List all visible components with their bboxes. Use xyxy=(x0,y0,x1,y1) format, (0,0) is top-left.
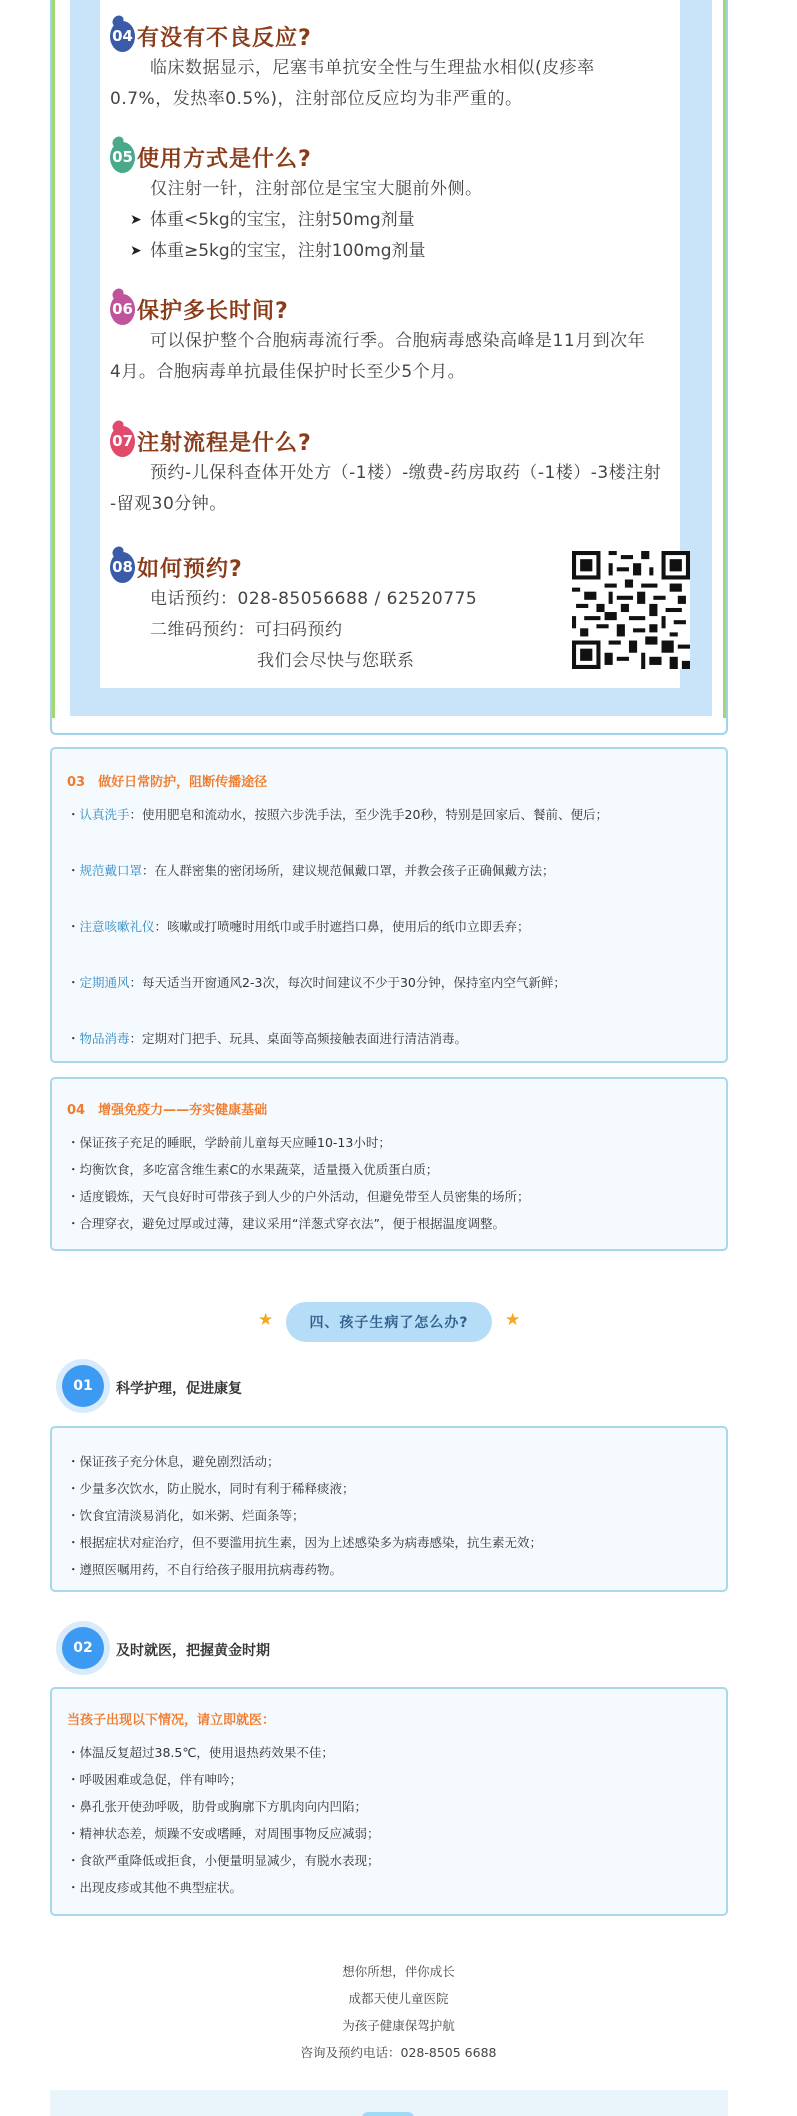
list-item: ・合理穿衣，避免过厚或过薄，建议采用“洋葱式穿衣法”，便于根据温度调整。 xyxy=(67,1216,505,1231)
list-item: ・饮食宜清淡易消化，如米粥、烂面条等； xyxy=(67,1508,305,1523)
list-item: ・适度锻炼，天气良好时可带孩子到人少的户外活动，但避免带至人员密集的场所； xyxy=(67,1189,530,1204)
list-item: ・出现皮疹或其他不典型症状。 xyxy=(67,1880,243,1895)
item-key: 认真洗手 xyxy=(79,807,130,822)
item-text: 精神状态差，烦躁不安或嗜睡，对周围事物反应减弱； xyxy=(79,1826,380,1841)
item-text: 食欲严重降低或拒食，小便量明显减少，有脱水表现； xyxy=(79,1853,380,1868)
faq-question: 使用方式是什么? xyxy=(137,146,312,172)
footer-decoration xyxy=(362,2112,414,2116)
faq-item-05 xyxy=(110,140,670,267)
prevention-box xyxy=(50,747,728,1063)
list-item: ・遵照医嘱用药，不自行给孩子服用抗病毒药物。 xyxy=(67,1562,343,1577)
faq-question: 有没有不良反应? xyxy=(137,25,312,51)
item-text: 体温反复超过38.5℃，使用退热药效果不佳； xyxy=(79,1745,334,1760)
item-text: 遵照医嘱用药，不自行给孩子服用抗病毒药物。 xyxy=(79,1562,343,1577)
list-item: ・根据症状对症治疗，但不要滥用抗生素，因为上述感染多为病毒感染，抗生素无效； xyxy=(67,1535,543,1550)
faq-bullet: ➤ 体重≥5kg的宝宝，注射100mg剂量 xyxy=(128,236,670,267)
box-heading: 04 增强免疫力——夯实健康基础 xyxy=(67,1103,268,1118)
immunity-box xyxy=(50,1077,728,1251)
item-text: ：在人群密集的密闭场所，建议规范佩戴口罩，并教会孩子正确佩戴方法； xyxy=(142,863,555,878)
subsection-title: 科学护理，促进康复 xyxy=(116,1381,242,1397)
star-icon: ★ xyxy=(505,1310,521,1330)
item-key: 规范戴口罩 xyxy=(79,863,143,878)
item-key: 物品消毒 xyxy=(79,1031,130,1046)
faq-number-badge: 08 xyxy=(110,552,135,583)
list-item: ・物品消毒：定期对门把手、玩具、桌面等高频接触表面进行清洁消毒。 xyxy=(67,1031,468,1046)
list-item: ・认真洗手：使用肥皂和流动水，按照六步洗手法，至少洗手20秒，特别是回家后、餐前、便后； xyxy=(67,807,608,822)
item-text: 保证孩子充分休息，避免剧烈活动； xyxy=(79,1454,280,1469)
section-title: 四、孩子生病了怎么办? xyxy=(286,1302,492,1342)
list-item: ・规范戴口罩：在人群密集的密闭场所，建议规范佩戴口罩，并教会孩子正确佩戴方法； xyxy=(67,863,555,878)
item-text: ：每天适当开窗通风2-3次，每次时间建议不少于30分钟，保持室内空气新鲜； xyxy=(129,975,566,990)
list-item: ・定期通风：每天适当开窗通风2-3次，每次时间建议不少于30分钟，保持室内空气新鲜； xyxy=(67,975,566,990)
qr-code[interactable] xyxy=(572,551,690,669)
item-text: 根据症状对症治疗，但不要滥用抗生素，因为上述感染多为病毒感染，抗生素无效； xyxy=(79,1535,543,1550)
qr-booking: 二维码预约：可扫码预约 xyxy=(150,620,343,640)
footer-phone: 咨询及预约电话：028-8505 6688 xyxy=(300,2045,497,2060)
item-text: 适度锻炼，天气良好时可带孩子到人少的户外活动，但避免带至人员密集的场所； xyxy=(79,1189,530,1204)
footer-hospital-name: 成都天使儿童医院 xyxy=(348,1991,449,2006)
item-text: 饮食宜清淡易消化，如米粥、烂面条等； xyxy=(79,1508,305,1523)
faq-panel xyxy=(50,0,728,735)
list-item: ・注意咳嗽礼仪：咳嗽或打喷嚏时用纸巾或手肘遮挡口鼻，使用后的纸巾立即丢弃； xyxy=(67,919,530,934)
faq-border-left xyxy=(52,0,55,718)
item-key: 注意咳嗽礼仪 xyxy=(79,919,155,934)
star-icon: ★ xyxy=(258,1310,274,1330)
list-item: ・少量多次饮水，防止脱水，同时有利于稀释痰液； xyxy=(67,1481,355,1496)
list-item: ・保证孩子充足的睡眠，学龄前儿童每天应睡10-13小时； xyxy=(67,1135,391,1150)
faq-item-04 xyxy=(110,19,670,115)
list-item: ・鼻孔张开使劲呼吸，肋骨或胸廓下方肌肉向内凹陷； xyxy=(67,1799,368,1814)
faq-bullet: ➤ 体重<5kg的宝宝，注射50mg剂量 xyxy=(128,205,670,236)
faq-answer: 临床数据显示，尼塞韦单抗安全性与生理盐水相似(皮疹率 xyxy=(150,58,595,78)
item-text: 均衡饮食，多吃富含维生素C的水果蔬菜，适量摄入优质蛋白质； xyxy=(79,1162,439,1177)
list-item: ・精神状态差，烦躁不安或嗜睡，对周围事物反应减弱； xyxy=(67,1826,380,1841)
faq-number-badge: 07 xyxy=(110,426,135,457)
faq-answer: 4月。合胞病毒单抗最佳保护时长至少5个月。 xyxy=(110,362,466,382)
subsection-number: 02 xyxy=(62,1627,104,1669)
item-key: 定期通风 xyxy=(79,975,130,990)
subsection-number: 01 xyxy=(62,1365,104,1407)
faq-question: 如何预约? xyxy=(137,556,243,582)
list-item: ・保证孩子充分休息，避免剧烈活动； xyxy=(67,1454,280,1469)
item-text: 鼻孔张开使劲呼吸，肋骨或胸廓下方肌肉向内凹陷； xyxy=(79,1799,368,1814)
faq-answer: 预约-儿保科查体开处方（-1楼）-缴费-药房取药（-1楼）-3楼注射 xyxy=(150,463,662,483)
item-text: 合理穿衣，避免过厚或过薄，建议采用“洋葱式穿衣法”，便于根据温度调整。 xyxy=(79,1216,505,1231)
subsection-title: 及时就医，把握黄金时期 xyxy=(116,1643,270,1659)
item-text: 保证孩子充足的睡眠，学龄前儿童每天应睡10-13小时； xyxy=(79,1135,391,1150)
contact-note: 我们会尽快与您联系 xyxy=(257,651,415,671)
faq-answer: 可以保护整个合胞病毒流行季。合胞病毒感染高峰是11月到次年 xyxy=(150,331,646,351)
item-text: ：咳嗽或打喷嚏时用纸巾或手肘遮挡口鼻，使用后的纸巾立即丢弃； xyxy=(154,919,530,934)
box-heading: 当孩子出现以下情况，请立即就医： xyxy=(67,1713,276,1728)
list-item: ・均衡饮食，多吃富含维生素C的水果蔬菜，适量摄入优质蛋白质； xyxy=(67,1162,439,1177)
footer-tagline: 为孩子健康保驾护航 xyxy=(342,2018,455,2033)
item-text: 出现皮疹或其他不典型症状。 xyxy=(79,1880,243,1895)
faq-item-07 xyxy=(110,424,670,520)
item-text: 少量多次饮水，防止脱水，同时有利于稀释痰液； xyxy=(79,1481,355,1496)
faq-number-badge: 04 xyxy=(110,21,135,52)
item-text: ：使用肥皂和流动水，按照六步洗手法，至少洗手20秒，特别是回家后、餐前、便后； xyxy=(129,807,608,822)
faq-answer: 仅注射一针，注射部位是宝宝大腿前外侧。 xyxy=(150,179,483,199)
list-item: ・呼吸困难或急促，伴有呻吟； xyxy=(67,1772,243,1787)
care-box xyxy=(50,1426,728,1592)
faq-border-right xyxy=(723,0,726,718)
faq-question: 注射流程是什么? xyxy=(137,430,312,456)
faq-answer: 0.7%，发热率0.5%)，注射部位反应均为非严重的。 xyxy=(110,89,523,109)
footer-slogan: 想你所想，伴你成长 xyxy=(342,1964,455,1979)
faq-item-06 xyxy=(110,292,670,388)
faq-answer: -留观30分钟。 xyxy=(110,494,227,514)
list-item: ・体温反复超过38.5℃，使用退热药效果不佳； xyxy=(67,1745,334,1760)
phone-booking: 电话预约：028-85056688 / 62520775 xyxy=(150,589,478,609)
box-heading: 03 做好日常防护，阻断传播途径 xyxy=(67,775,268,790)
list-item: ・食欲严重降低或拒食，小便量明显减少，有脱水表现； xyxy=(67,1853,380,1868)
faq-number-badge: 05 xyxy=(110,142,135,173)
faq-question: 保护多长时间? xyxy=(137,298,289,324)
item-text: 呼吸困难或急促，伴有呻吟； xyxy=(79,1772,243,1787)
medical-care-box xyxy=(50,1687,728,1916)
item-text: ：定期对门把手、玩具、桌面等高频接触表面进行清洁消毒。 xyxy=(129,1031,468,1046)
faq-number-badge: 06 xyxy=(110,294,135,325)
